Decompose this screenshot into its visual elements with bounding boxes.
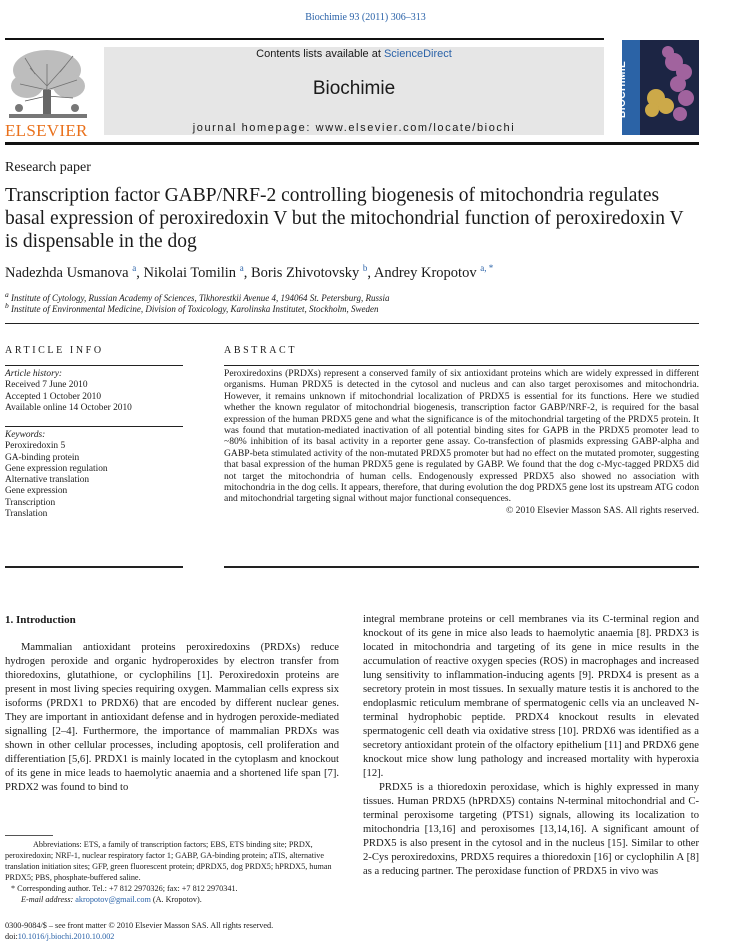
- journal-title: Biochimie: [312, 78, 396, 99]
- intro-paragraph: PRDX5 is a thioredoxin peroxidase, which is highly expressed in many tissues. Human PRDX5 (hPRDX5) contains N-terminal mitochondrial and C-terminal peroxisome targeting (PTS1) signals, allowing its localization to mitochondria [13,16] and peroxisomes [13,14,16]. A significant amount of PRDX5 is also present in the cytosol and in the nucleus [15]. Similar to other 2-Cys peroxiredoxins, PRDX5 requires a thioredoxin [16] or cyclophilin A [8] as a reducing partner. The peroxidase function of PRDX5 in vivo was: [363, 782, 699, 877]
- contents-line: [104, 48, 604, 60]
- author-affil-mark[interactable]: a: [239, 263, 244, 273]
- keyword: Gene expression regulation: [5, 463, 108, 474]
- article-title: Transcription factor GABP/NRF-2 controlling biogenesis of mitochondria regulates basal expression of peroxiredoxin V but the mitochondrial function of peroxiredoxin V is dispensable in the dog: [5, 185, 684, 252]
- email-link[interactable]: akropotov@gmail.com: [75, 895, 151, 904]
- publisher-name: ELSEVIER: [5, 121, 88, 140]
- keyword: Alternative translation: [5, 475, 90, 486]
- keyword: Translation: [5, 509, 48, 520]
- keyword: Gene expression: [5, 486, 68, 497]
- doi-label: doi:: [5, 932, 18, 941]
- author-name[interactable]: Nadezhda Usmanova: [5, 264, 129, 281]
- abstract-rule: [224, 365, 699, 366]
- affiliation-mark: b: [5, 301, 9, 310]
- author-name[interactable]: Andrey Kropotov: [373, 264, 477, 281]
- header-rule: [5, 38, 604, 40]
- author-name[interactable]: Boris Zhivotovsky: [250, 264, 360, 281]
- intro-heading: 1. Introduction: [5, 614, 76, 626]
- email-suffix: (A. Kropotov).: [150, 895, 202, 904]
- email-label: E-mail address:: [21, 895, 76, 904]
- abstract-copyright: © 2010 Elsevier Masson SAS. All rights reserved.: [505, 504, 699, 516]
- abstract-heading: ABSTRACT: [224, 345, 298, 356]
- keyword: Transcription: [5, 497, 56, 508]
- article-info-bottom-rule: [5, 566, 183, 568]
- abstract-bottom-rule: [224, 566, 699, 568]
- article-info-heading: ARTICLE INFO: [5, 345, 104, 356]
- corresponding-author: * Corresponding author. Tel.: +7 812 2970326; fax: +7 812 2970341.: [11, 884, 238, 893]
- author-affil-mark[interactable]: b: [362, 263, 368, 273]
- intro-paragraph: integral membrane proteins or cell membranes via its C-terminal region and knockout of its gene in mice also leads to haemolytic anaemia [8]. PRDX3 is located in mitochondria and targeting of its gene in mice results in the accumulation of reactive oxygen species (ROS) in macrophages and increased lung sensitivity to inflammation-inducing agents [9]. PRDX4 is present as a secretory protein in most tissues. In sexually mature testis it is anchored to the endoplasmic reticulum membrane of spermatogenic cells via an uncleaved N-terminal hydrophobic peptide. PRDX4 knockout results in elevated spermatogenic cell death via oxidative stress [10]. PRDX6 was identified as a secretory antioxidant protein of the olfactory epithelium [11] and PRDX6 gene knockout mice show lung pathology and increased mortality with hyperoxia [12].: [363, 614, 699, 779]
- journal-homepage[interactable]: journal homepage: www.elsevier.com/locate/biochi: [192, 122, 516, 134]
- issn-line: 0300-9084/$ – see front matter © 2010 Elsevier Masson SAS. All rights reserved.: [5, 921, 274, 930]
- affiliation-mark: a: [5, 290, 9, 299]
- article-history: [5, 369, 183, 414]
- keyword: GA-binding protein: [5, 452, 80, 463]
- intro-paragraph: Mammalian antioxidant proteins peroxiredoxins (PRDXs) reduce hydrogen peroxide and organic hydroperoxides by electron transfer from thioredoxins, glutathione, or cyclophilins [1]. Peroxiredoxin proteins are present in most living species requiring oxygen. Mammalian cells express six isoforms (PRDX1 to PRDX6) that are encoded by different nuclear genes. They are important in antioxidant defense and in hydrogen peroxide-mediated signalling [2–4]. Furthermore, the importance of mammalian PRDXs was shown in other cellular processes, including apoptosis, cell proliferation and differentiation [5,6]. PRDX1 is mainly located in the cytoplasm and knockout of its gene in mice leads to haemolytic anaemia and a shortened life span [7]. PRDX2 was found to bind to: [5, 642, 339, 793]
- keywords-list: [5, 430, 183, 520]
- history-accepted: Accepted 1 October 2010: [5, 391, 102, 402]
- affiliation-text: Institute of Environmental Medicine, Division of Toxicology, Karolinska Institutet, Stockholm, Sweden: [11, 304, 379, 314]
- author-affil-mark[interactable]: a, *: [480, 263, 494, 273]
- article-info-rule: [5, 365, 183, 366]
- history-online: Available online 14 October 2010: [5, 402, 132, 413]
- author-list: Nadezhda Usmanova $^a$, Nikolai Tomilin $^a$, Boris Zhivotovsky $^b$, Andrey Kropotov $^{a, *}$: [5, 263, 494, 281]
- header-thick-rule: [5, 142, 699, 145]
- author-name[interactable]: Nikolai Tomilin: [143, 264, 237, 281]
- journal-reference[interactable]: Biochimie 93 (2011) 306–313: [305, 12, 426, 23]
- doi-line: [5, 931, 405, 942]
- history-label: Article history:: [5, 369, 63, 379]
- author-affil-mark[interactable]: a: [132, 263, 137, 273]
- keywords-label: Keywords:: [5, 430, 46, 440]
- doi-link[interactable]: 10.1016/j.biochi.2010.10.002: [17, 932, 115, 941]
- history-received: Received 7 June 2010: [5, 380, 88, 391]
- section-divider: [5, 323, 699, 324]
- article-type: Research paper: [5, 160, 91, 175]
- intro-column-1: [5, 641, 339, 795]
- cover-title: BIOCHIMIE: [617, 60, 628, 118]
- abbreviations-text: Abbreviations: ETS, a family of transcription factors; EBS, ETS binding site; PRDX, peroxiredoxin; NRF-1, nuclear respiratory factor 1; GABP, GA-binding protein; aTIS, alternative translation initiation sites; GFP, green fluorescent protein; dPRDX5, dog PRDX5; hPRDX5, human PRDX5; PBS, phosphate-buffered saline.: [5, 840, 332, 882]
- abstract-text: Peroxiredoxins (PRDXs) represent a conserved family of six antioxidant proteins which are widely expressed in different organisms. Human PRDX5 is detected in the cytosol and nucleus and can also target peroxisomes and mitochondria. However, it remains unknown if mitochondrial localization of PRDX5 is essential for its functions. Here we studied whether the known regulator of mitochondrial biogenesis, transcription factor GABP/NRF-2, is required for the basal expression of the human PRDX5 gene and what the significance is of the mitochondrial targeting of the PRDX5 protein. It was found that mutation-mediated inactivation of all potential binding sites for GAPB in the PRDX5 promoter lead to ~80% inhibition of its basal activity in a reporter gene assay. Co-transfection of plasmids expressing GABP-alpha and GABP-beta stimulated activity of the non-mutated PRDX5 promoter but had no effect on the mutated promoter, suggesting that basal expression of the human PRDX5 gene is regulated by GABP. We found that the dog c-Myc-tagged PRDX5 did not target the mitochondria of human cells. Endogenously expressed PRDX5 also showed no association with mitochondria in the dog cells. It appears, therefore, that during evolution the dog PRDX5 gene lost its upstream ATG codon and mitochondrial targeting signal without major functional consequences.: [224, 368, 699, 505]
- contents-prefix: Contents lists available at: [256, 48, 384, 60]
- sciencedirect-link[interactable]: ScienceDirect: [383, 48, 452, 60]
- keyword: Peroxiredoxin 5: [5, 441, 66, 452]
- keywords-rule: [5, 426, 183, 427]
- affiliation-text: Institute of Cytology, Russian Academy of Sciences, Tikhorestkii Avenue 4, 194064 St. Petersburg, Russia: [11, 293, 390, 303]
- intro-column-2: [363, 613, 699, 879]
- abstract-body: [224, 368, 699, 564]
- footnote-abbreviations: [5, 839, 339, 905]
- footnote-rule: [5, 835, 53, 836]
- affiliation: [5, 301, 378, 314]
